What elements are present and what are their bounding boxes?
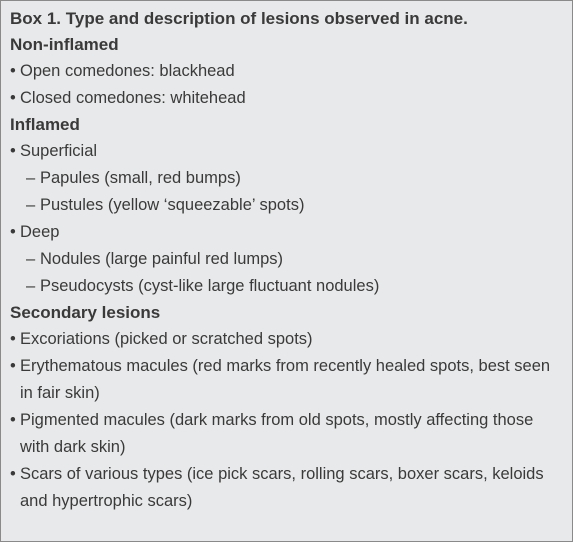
info-box-content (10, 6, 566, 515)
list-item-text: Open comedones: blackhead (20, 62, 235, 80)
list-item (10, 326, 566, 353)
list-item-text: Scars of various types (ice pick scars, rolling scars, boxer scars, keloids and hypertrophic scars) (20, 465, 544, 510)
section-heading-inflamed: Inflamed (10, 115, 80, 134)
list-item-text: Superficial (20, 142, 98, 160)
bullet-icon: • (10, 357, 16, 375)
sub-list-item (10, 246, 566, 273)
dash-icon: – (26, 250, 36, 268)
dash-icon: – (26, 277, 36, 295)
section-heading-secondary-lesions: Secondary lesions (10, 303, 161, 322)
sub-list-item-text: Pustules (yellow ‘squeezable’ spots) (40, 196, 305, 214)
list-item-text: Erythematous macules (red marks from recently healed spots, best seen in fair skin) (20, 357, 551, 402)
list-item (10, 85, 566, 112)
section-heading-non-inflamed: Non-inflamed (10, 35, 119, 54)
dash-icon: – (26, 196, 36, 214)
list-item-text: Closed comedones: whitehead (20, 89, 246, 107)
bullet-icon: • (10, 465, 16, 483)
sub-list-item-text: Papules (small, red bumps) (40, 169, 241, 187)
sub-list-item (10, 192, 566, 219)
list-item (10, 219, 566, 246)
list-item (10, 353, 566, 407)
bullet-icon: • (10, 411, 16, 429)
list-item-text: Pigmented macules (dark marks from old spots, mostly affecting those with dark skin) (20, 411, 534, 456)
list-item (10, 407, 566, 461)
bullet-icon: • (10, 223, 16, 241)
bullet-icon: • (10, 62, 16, 80)
list-item (10, 461, 566, 515)
list-item (10, 138, 566, 165)
sub-list-item-text: Nodules (large painful red lumps) (40, 250, 284, 268)
list-item-text: Excoriations (picked or scratched spots) (20, 330, 313, 348)
sub-list-item (10, 273, 566, 300)
box-title: Box 1. Type and description of lesions observed in acne. (10, 9, 468, 28)
list-item (10, 58, 566, 85)
bullet-icon: • (10, 330, 16, 348)
bullet-icon: • (10, 142, 16, 160)
sub-list-item-text: Pseudocysts (cyst-like large fluctuant nodules) (40, 277, 380, 295)
sub-list-item (10, 165, 566, 192)
list-item-text: Deep (20, 223, 60, 241)
bullet-icon: • (10, 89, 16, 107)
dash-icon: – (26, 169, 36, 187)
